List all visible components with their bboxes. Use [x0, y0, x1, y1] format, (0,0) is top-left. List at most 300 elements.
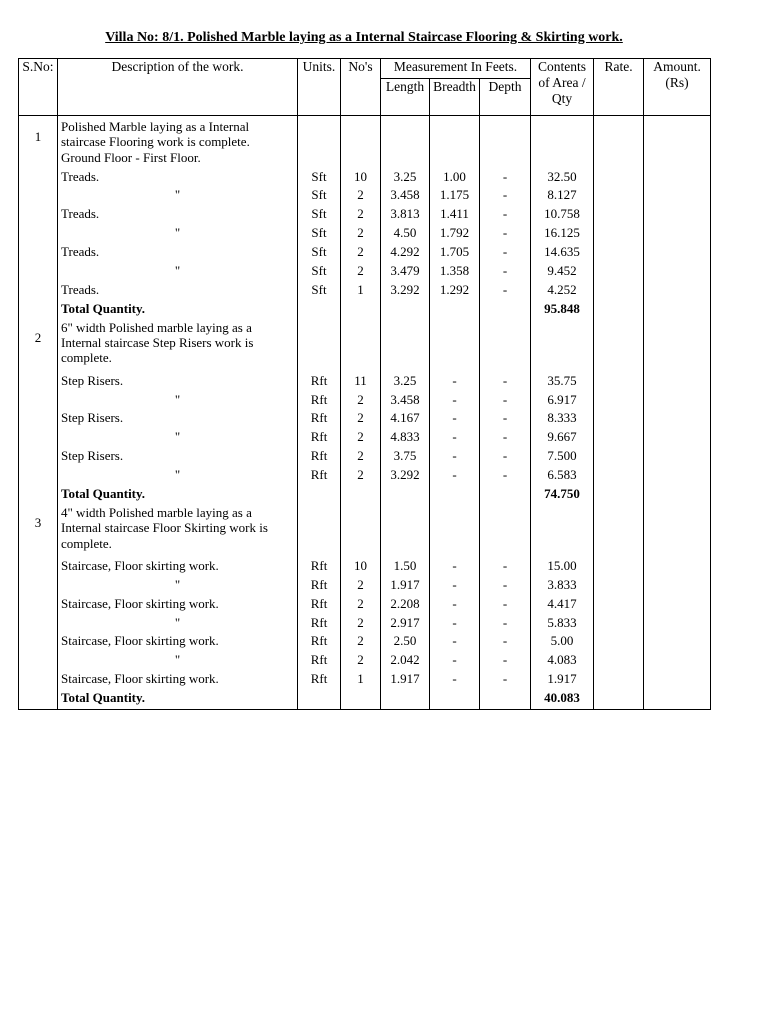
- row-unit: Sft: [298, 244, 341, 263]
- header-depth: Depth: [480, 79, 531, 116]
- row-depth: -: [480, 169, 531, 188]
- row-breadth: -: [430, 410, 480, 429]
- row-rate: [594, 244, 644, 263]
- row-rate: [594, 633, 644, 652]
- row-length: 3.292: [381, 282, 430, 301]
- row-qty: 9.452: [531, 263, 594, 282]
- empty-cell: [298, 320, 341, 373]
- empty-cell: [430, 690, 480, 709]
- row-qty: 4.252: [531, 282, 594, 301]
- row-amount: [644, 429, 711, 448]
- table-header: [19, 59, 711, 116]
- row-length: 1.917: [381, 671, 430, 690]
- row-qty: 14.635: [531, 244, 594, 263]
- row-unit: Rft: [298, 615, 341, 634]
- row-length: 3.813: [381, 206, 430, 225]
- row-depth: -: [480, 206, 531, 225]
- table-row: [19, 596, 711, 615]
- empty-cell: [480, 486, 531, 505]
- row-unit: Sft: [298, 282, 341, 301]
- row-breadth: -: [430, 615, 480, 634]
- row-length: 2.042: [381, 652, 430, 671]
- row-description: ": [58, 392, 298, 411]
- row-description: Treads.: [58, 244, 298, 263]
- empty-cell: [298, 690, 341, 709]
- row-unit: Rft: [298, 596, 341, 615]
- row-depth: -: [480, 410, 531, 429]
- empty-cell: [381, 505, 430, 558]
- row-qty: 5.833: [531, 615, 594, 634]
- empty-cell: [298, 119, 341, 150]
- empty-cell: [480, 301, 531, 320]
- row-breadth: 1.00: [430, 169, 480, 188]
- table-row: [19, 633, 711, 652]
- row-description: Treads.: [58, 206, 298, 225]
- item-description: 6" width Polished marble laying as a Internal staircase Step Risers work is complete.: [58, 320, 298, 373]
- row-breadth: -: [430, 652, 480, 671]
- sno-cell: [19, 244, 58, 263]
- empty-cell: [594, 505, 644, 558]
- row-nos: 2: [341, 429, 381, 448]
- empty-cell: [341, 301, 381, 320]
- row-amount: [644, 652, 711, 671]
- row-depth: -: [480, 448, 531, 467]
- row-depth: -: [480, 577, 531, 596]
- empty-cell: [480, 150, 531, 169]
- row-description: ": [58, 429, 298, 448]
- row-nos: 2: [341, 263, 381, 282]
- row-amount: [644, 467, 711, 486]
- item-heading-row: [19, 320, 711, 373]
- row-nos: 2: [341, 244, 381, 263]
- row-amount: [644, 169, 711, 188]
- total-quantity: 74.750: [531, 486, 594, 505]
- row-rate: [594, 448, 644, 467]
- empty-cell: [644, 301, 711, 320]
- row-rate: [594, 225, 644, 244]
- row-qty: 16.125: [531, 225, 594, 244]
- empty-cell: [298, 486, 341, 505]
- row-breadth: 1.792: [430, 225, 480, 244]
- empty-cell: [480, 119, 531, 150]
- table-row: [19, 392, 711, 411]
- row-rate: [594, 169, 644, 188]
- row-amount: [644, 373, 711, 392]
- row-unit: Sft: [298, 206, 341, 225]
- row-rate: [594, 596, 644, 615]
- row-description: Step Risers.: [58, 410, 298, 429]
- empty-cell: [341, 486, 381, 505]
- row-description: Step Risers.: [58, 448, 298, 467]
- header-measurement: Measurement In Feets.: [381, 59, 531, 79]
- sno-cell: [19, 652, 58, 671]
- sno-cell: [19, 373, 58, 392]
- total-label: Total Quantity.: [58, 301, 298, 320]
- total-quantity: 40.083: [531, 690, 594, 709]
- header-breadth: Breadth: [430, 79, 480, 116]
- row-description: ": [58, 615, 298, 634]
- empty-cell: [644, 119, 711, 150]
- row-depth: -: [480, 263, 531, 282]
- row-qty: 15.00: [531, 558, 594, 577]
- total-label: Total Quantity.: [58, 486, 298, 505]
- empty-cell: [298, 150, 341, 169]
- sno-cell: [19, 633, 58, 652]
- row-depth: -: [480, 633, 531, 652]
- row-description: Step Risers.: [58, 373, 298, 392]
- sno-cell: [19, 206, 58, 225]
- row-depth: -: [480, 244, 531, 263]
- row-amount: [644, 410, 711, 429]
- row-length: 2.917: [381, 615, 430, 634]
- total-quantity: 95.848: [531, 301, 594, 320]
- row-breadth: -: [430, 448, 480, 467]
- empty-cell: [430, 505, 480, 558]
- row-nos: 2: [341, 448, 381, 467]
- empty-cell: [19, 486, 58, 505]
- row-nos: 1: [341, 671, 381, 690]
- empty-cell: [19, 301, 58, 320]
- row-unit: Rft: [298, 392, 341, 411]
- table-row: [19, 652, 711, 671]
- row-depth: -: [480, 187, 531, 206]
- row-nos: 2: [341, 633, 381, 652]
- row-nos: 2: [341, 596, 381, 615]
- row-depth: -: [480, 225, 531, 244]
- empty-cell: [430, 301, 480, 320]
- row-unit: Rft: [298, 467, 341, 486]
- row-description: ": [58, 263, 298, 282]
- item-description: Polished Marble laying as a Internal staircase Flooring work is complete.: [58, 119, 298, 150]
- row-length: 1.50: [381, 558, 430, 577]
- empty-cell: [381, 486, 430, 505]
- row-rate: [594, 206, 644, 225]
- sno-cell: [19, 596, 58, 615]
- row-amount: [644, 225, 711, 244]
- item-number: 1: [19, 119, 58, 150]
- subheading-row: [19, 150, 711, 169]
- header-sno: S.No:: [19, 59, 58, 116]
- row-rate: [594, 373, 644, 392]
- row-depth: -: [480, 392, 531, 411]
- row-qty: 6.917: [531, 392, 594, 411]
- sno-cell: [19, 448, 58, 467]
- header-units: Units.: [298, 59, 341, 116]
- row-qty: 5.00: [531, 633, 594, 652]
- row-breadth: -: [430, 596, 480, 615]
- row-length: 3.458: [381, 392, 430, 411]
- sno-cell: [19, 282, 58, 301]
- row-unit: Rft: [298, 429, 341, 448]
- table-row: [19, 225, 711, 244]
- row-rate: [594, 282, 644, 301]
- row-unit: Sft: [298, 263, 341, 282]
- row-nos: 10: [341, 558, 381, 577]
- row-amount: [644, 615, 711, 634]
- row-description: Staircase, Floor skirting work.: [58, 633, 298, 652]
- row-nos: 2: [341, 410, 381, 429]
- row-length: 3.479: [381, 263, 430, 282]
- row-unit: Rft: [298, 671, 341, 690]
- row-unit: Rft: [298, 448, 341, 467]
- table-row: [19, 448, 711, 467]
- row-depth: -: [480, 671, 531, 690]
- row-description: ": [58, 467, 298, 486]
- row-qty: 35.75: [531, 373, 594, 392]
- row-amount: [644, 596, 711, 615]
- row-description: ": [58, 577, 298, 596]
- row-amount: [644, 577, 711, 596]
- row-nos: 2: [341, 652, 381, 671]
- row-qty: 3.833: [531, 577, 594, 596]
- row-breadth: 1.175: [430, 187, 480, 206]
- sno-cell: [19, 225, 58, 244]
- row-amount: [644, 448, 711, 467]
- row-qty: 9.667: [531, 429, 594, 448]
- empty-cell: [381, 150, 430, 169]
- row-depth: -: [480, 429, 531, 448]
- row-qty: 8.127: [531, 187, 594, 206]
- row-rate: [594, 652, 644, 671]
- empty-cell: [594, 320, 644, 373]
- empty-cell: [341, 690, 381, 709]
- row-qty: 10.758: [531, 206, 594, 225]
- total-row: [19, 486, 711, 505]
- row-nos: 2: [341, 467, 381, 486]
- table-row: [19, 410, 711, 429]
- header-length: Length: [381, 79, 430, 116]
- empty-cell: [644, 320, 711, 373]
- sno-cell: [19, 615, 58, 634]
- row-amount: [644, 671, 711, 690]
- row-nos: 2: [341, 225, 381, 244]
- header-amount: Amount. (Rs): [644, 59, 711, 116]
- row-unit: Rft: [298, 558, 341, 577]
- item-subheading: Ground Floor - First Floor.: [58, 150, 298, 169]
- row-rate: [594, 671, 644, 690]
- empty-cell: [430, 150, 480, 169]
- row-description: ": [58, 187, 298, 206]
- row-unit: Rft: [298, 410, 341, 429]
- row-nos: 2: [341, 392, 381, 411]
- empty-cell: [594, 150, 644, 169]
- row-description: Staircase, Floor skirting work.: [58, 558, 298, 577]
- row-breadth: -: [430, 392, 480, 411]
- row-unit: Rft: [298, 633, 341, 652]
- row-rate: [594, 187, 644, 206]
- row-qty: 32.50: [531, 169, 594, 188]
- row-breadth: 1.358: [430, 263, 480, 282]
- empty-cell: [430, 320, 480, 373]
- empty-cell: [381, 320, 430, 373]
- row-unit: Rft: [298, 373, 341, 392]
- empty-cell: [531, 320, 594, 373]
- row-amount: [644, 206, 711, 225]
- sno-cell: [19, 263, 58, 282]
- row-amount: [644, 187, 711, 206]
- empty-cell: [19, 150, 58, 169]
- row-amount: [644, 392, 711, 411]
- total-row: [19, 301, 711, 320]
- row-breadth: 1.705: [430, 244, 480, 263]
- row-rate: [594, 467, 644, 486]
- row-qty: 4.083: [531, 652, 594, 671]
- row-unit: Rft: [298, 652, 341, 671]
- empty-cell: [480, 690, 531, 709]
- sno-cell: [19, 671, 58, 690]
- empty-cell: [594, 486, 644, 505]
- row-breadth: -: [430, 467, 480, 486]
- row-qty: 7.500: [531, 448, 594, 467]
- empty-cell: [19, 690, 58, 709]
- sno-cell: [19, 577, 58, 596]
- row-length: 3.458: [381, 187, 430, 206]
- row-breadth: -: [430, 373, 480, 392]
- document-title: Villa No: 8/1. Polished Marble laying as a Internal Staircase Flooring & Skirting work.: [105, 30, 623, 45]
- empty-cell: [341, 119, 381, 150]
- row-description: Staircase, Floor skirting work.: [58, 671, 298, 690]
- empty-cell: [594, 690, 644, 709]
- row-nos: 2: [341, 615, 381, 634]
- row-description: Treads.: [58, 282, 298, 301]
- row-nos: 11: [341, 373, 381, 392]
- table-row: [19, 187, 711, 206]
- table-row: [19, 671, 711, 690]
- row-length: 3.25: [381, 373, 430, 392]
- row-depth: -: [480, 467, 531, 486]
- row-length: 4.292: [381, 244, 430, 263]
- row-qty: 8.333: [531, 410, 594, 429]
- row-unit: Sft: [298, 169, 341, 188]
- item-heading-row: [19, 119, 711, 150]
- row-length: 3.292: [381, 467, 430, 486]
- row-length: 4.50: [381, 225, 430, 244]
- row-length: 4.167: [381, 410, 430, 429]
- empty-cell: [298, 505, 341, 558]
- row-breadth: -: [430, 577, 480, 596]
- sno-cell: [19, 169, 58, 188]
- row-breadth: 1.292: [430, 282, 480, 301]
- empty-cell: [480, 320, 531, 373]
- row-length: 2.208: [381, 596, 430, 615]
- item-description: 4" width Polished marble laying as a Internal staircase Floor Skirting work is complete.: [58, 505, 298, 558]
- row-rate: [594, 615, 644, 634]
- row-nos: 10: [341, 169, 381, 188]
- row-length: 1.917: [381, 577, 430, 596]
- row-depth: -: [480, 558, 531, 577]
- row-unit: Sft: [298, 187, 341, 206]
- table-row: [19, 467, 711, 486]
- row-qty: 1.917: [531, 671, 594, 690]
- row-unit: Sft: [298, 225, 341, 244]
- row-length: 4.833: [381, 429, 430, 448]
- empty-cell: [531, 150, 594, 169]
- sno-cell: [19, 392, 58, 411]
- header-rate: Rate.: [594, 59, 644, 116]
- header-nos: No's: [341, 59, 381, 116]
- row-description: Staircase, Floor skirting work.: [58, 596, 298, 615]
- row-description: ": [58, 225, 298, 244]
- table-row: [19, 615, 711, 634]
- empty-cell: [644, 150, 711, 169]
- row-amount: [644, 558, 711, 577]
- row-rate: [594, 392, 644, 411]
- empty-cell: [644, 690, 711, 709]
- row-breadth: -: [430, 671, 480, 690]
- sno-cell: [19, 558, 58, 577]
- sno-cell: [19, 429, 58, 448]
- empty-cell: [341, 505, 381, 558]
- row-depth: -: [480, 282, 531, 301]
- header-contents: Contents of Area / Qty: [531, 59, 594, 116]
- item-number: 2: [19, 320, 58, 373]
- empty-cell: [480, 505, 531, 558]
- row-breadth: -: [430, 558, 480, 577]
- empty-cell: [381, 301, 430, 320]
- table-row: [19, 577, 711, 596]
- row-breadth: -: [430, 633, 480, 652]
- row-unit: Rft: [298, 577, 341, 596]
- row-amount: [644, 244, 711, 263]
- empty-cell: [341, 320, 381, 373]
- table-row: [19, 429, 711, 448]
- measurement-table: [18, 58, 711, 710]
- empty-cell: [381, 119, 430, 150]
- empty-cell: [430, 119, 480, 150]
- row-amount: [644, 282, 711, 301]
- row-length: 3.75: [381, 448, 430, 467]
- table-body: [19, 116, 711, 710]
- empty-cell: [430, 486, 480, 505]
- row-qty: 4.417: [531, 596, 594, 615]
- row-breadth: -: [430, 429, 480, 448]
- table-row: [19, 282, 711, 301]
- row-qty: 6.583: [531, 467, 594, 486]
- empty-cell: [531, 119, 594, 150]
- row-amount: [644, 633, 711, 652]
- empty-cell: [594, 119, 644, 150]
- row-rate: [594, 558, 644, 577]
- table-row: [19, 244, 711, 263]
- table-row: [19, 263, 711, 282]
- empty-cell: [644, 486, 711, 505]
- row-nos: 2: [341, 206, 381, 225]
- empty-cell: [644, 505, 711, 558]
- sno-cell: [19, 187, 58, 206]
- row-description: ": [58, 652, 298, 671]
- total-label: Total Quantity.: [58, 690, 298, 709]
- empty-cell: [298, 301, 341, 320]
- row-nos: 2: [341, 187, 381, 206]
- table-row: [19, 373, 711, 392]
- row-rate: [594, 263, 644, 282]
- item-number: 3: [19, 505, 58, 558]
- row-depth: -: [480, 615, 531, 634]
- row-amount: [644, 263, 711, 282]
- row-depth: -: [480, 596, 531, 615]
- header-description: Description of the work.: [58, 59, 298, 116]
- total-row: [19, 690, 711, 709]
- row-length: 3.25: [381, 169, 430, 188]
- empty-cell: [341, 150, 381, 169]
- row-rate: [594, 577, 644, 596]
- table-row: [19, 206, 711, 225]
- row-rate: [594, 429, 644, 448]
- empty-cell: [381, 690, 430, 709]
- row-description: Treads.: [58, 169, 298, 188]
- sno-cell: [19, 467, 58, 486]
- row-depth: -: [480, 373, 531, 392]
